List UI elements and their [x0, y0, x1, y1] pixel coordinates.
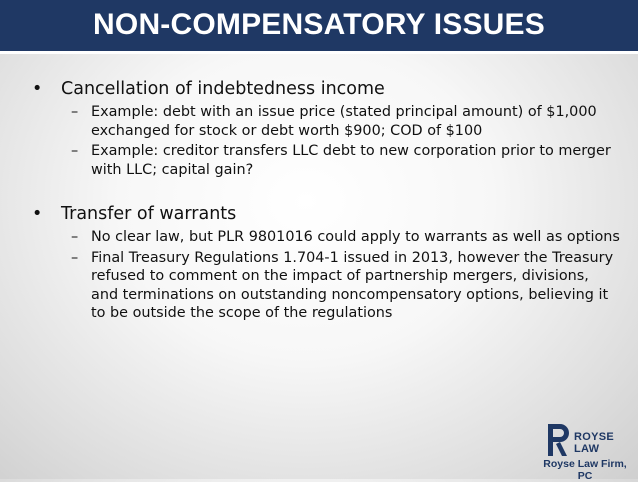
bullet-cod-income	[30, 78, 620, 100]
bullet-transfer-warrants	[30, 203, 620, 225]
sub-item	[71, 142, 620, 179]
bullet-text: Transfer of warrants	[61, 204, 237, 224]
sub-item	[71, 249, 620, 323]
sub-item-text: Example: debt with an issue price (stated principal amount) of $1,000 exchanged for stock or debt worth $900; COD of $100	[91, 104, 597, 139]
logo-firm-name: Royse Law Firm, PC	[543, 458, 627, 482]
sub-item	[71, 103, 620, 140]
sub-item	[71, 228, 620, 247]
bullet-text: Cancellation of indebtedness income	[61, 79, 385, 99]
slide-content	[30, 78, 620, 325]
dash-icon: –	[71, 143, 79, 159]
slide-title: NON-COMPENSATORY ISSUES	[93, 8, 545, 41]
sub-item-text: Example: creditor transfers LLC debt to new corporation prior to merger with LLC; capital gain?	[91, 143, 611, 178]
sub-item-text: Final Treasury Regulations 1.704-1 issued in 2013, however the Treasury refused to comment on the impact of partnership mergers, divisions, and terminations on outstanding noncompensatory options, believing it to be outside the scope of the regulations	[91, 249, 614, 321]
royse-law-logo	[537, 418, 633, 482]
bullet-icon: •	[32, 204, 43, 224]
title-bar	[0, 0, 638, 54]
dash-icon: –	[71, 249, 79, 266]
dash-icon: –	[71, 104, 79, 120]
sub-list	[71, 228, 620, 323]
sub-list	[71, 103, 620, 179]
title-divider	[0, 51, 638, 54]
dash-icon: –	[71, 229, 79, 245]
logo-name: ROYSE LAW	[574, 431, 615, 455]
royse-law-logo-icon	[545, 422, 571, 458]
bullet-icon: •	[32, 79, 43, 99]
sub-item-text: No clear law, but PLR 9801016 could apply to warrants as well as options	[91, 229, 620, 245]
